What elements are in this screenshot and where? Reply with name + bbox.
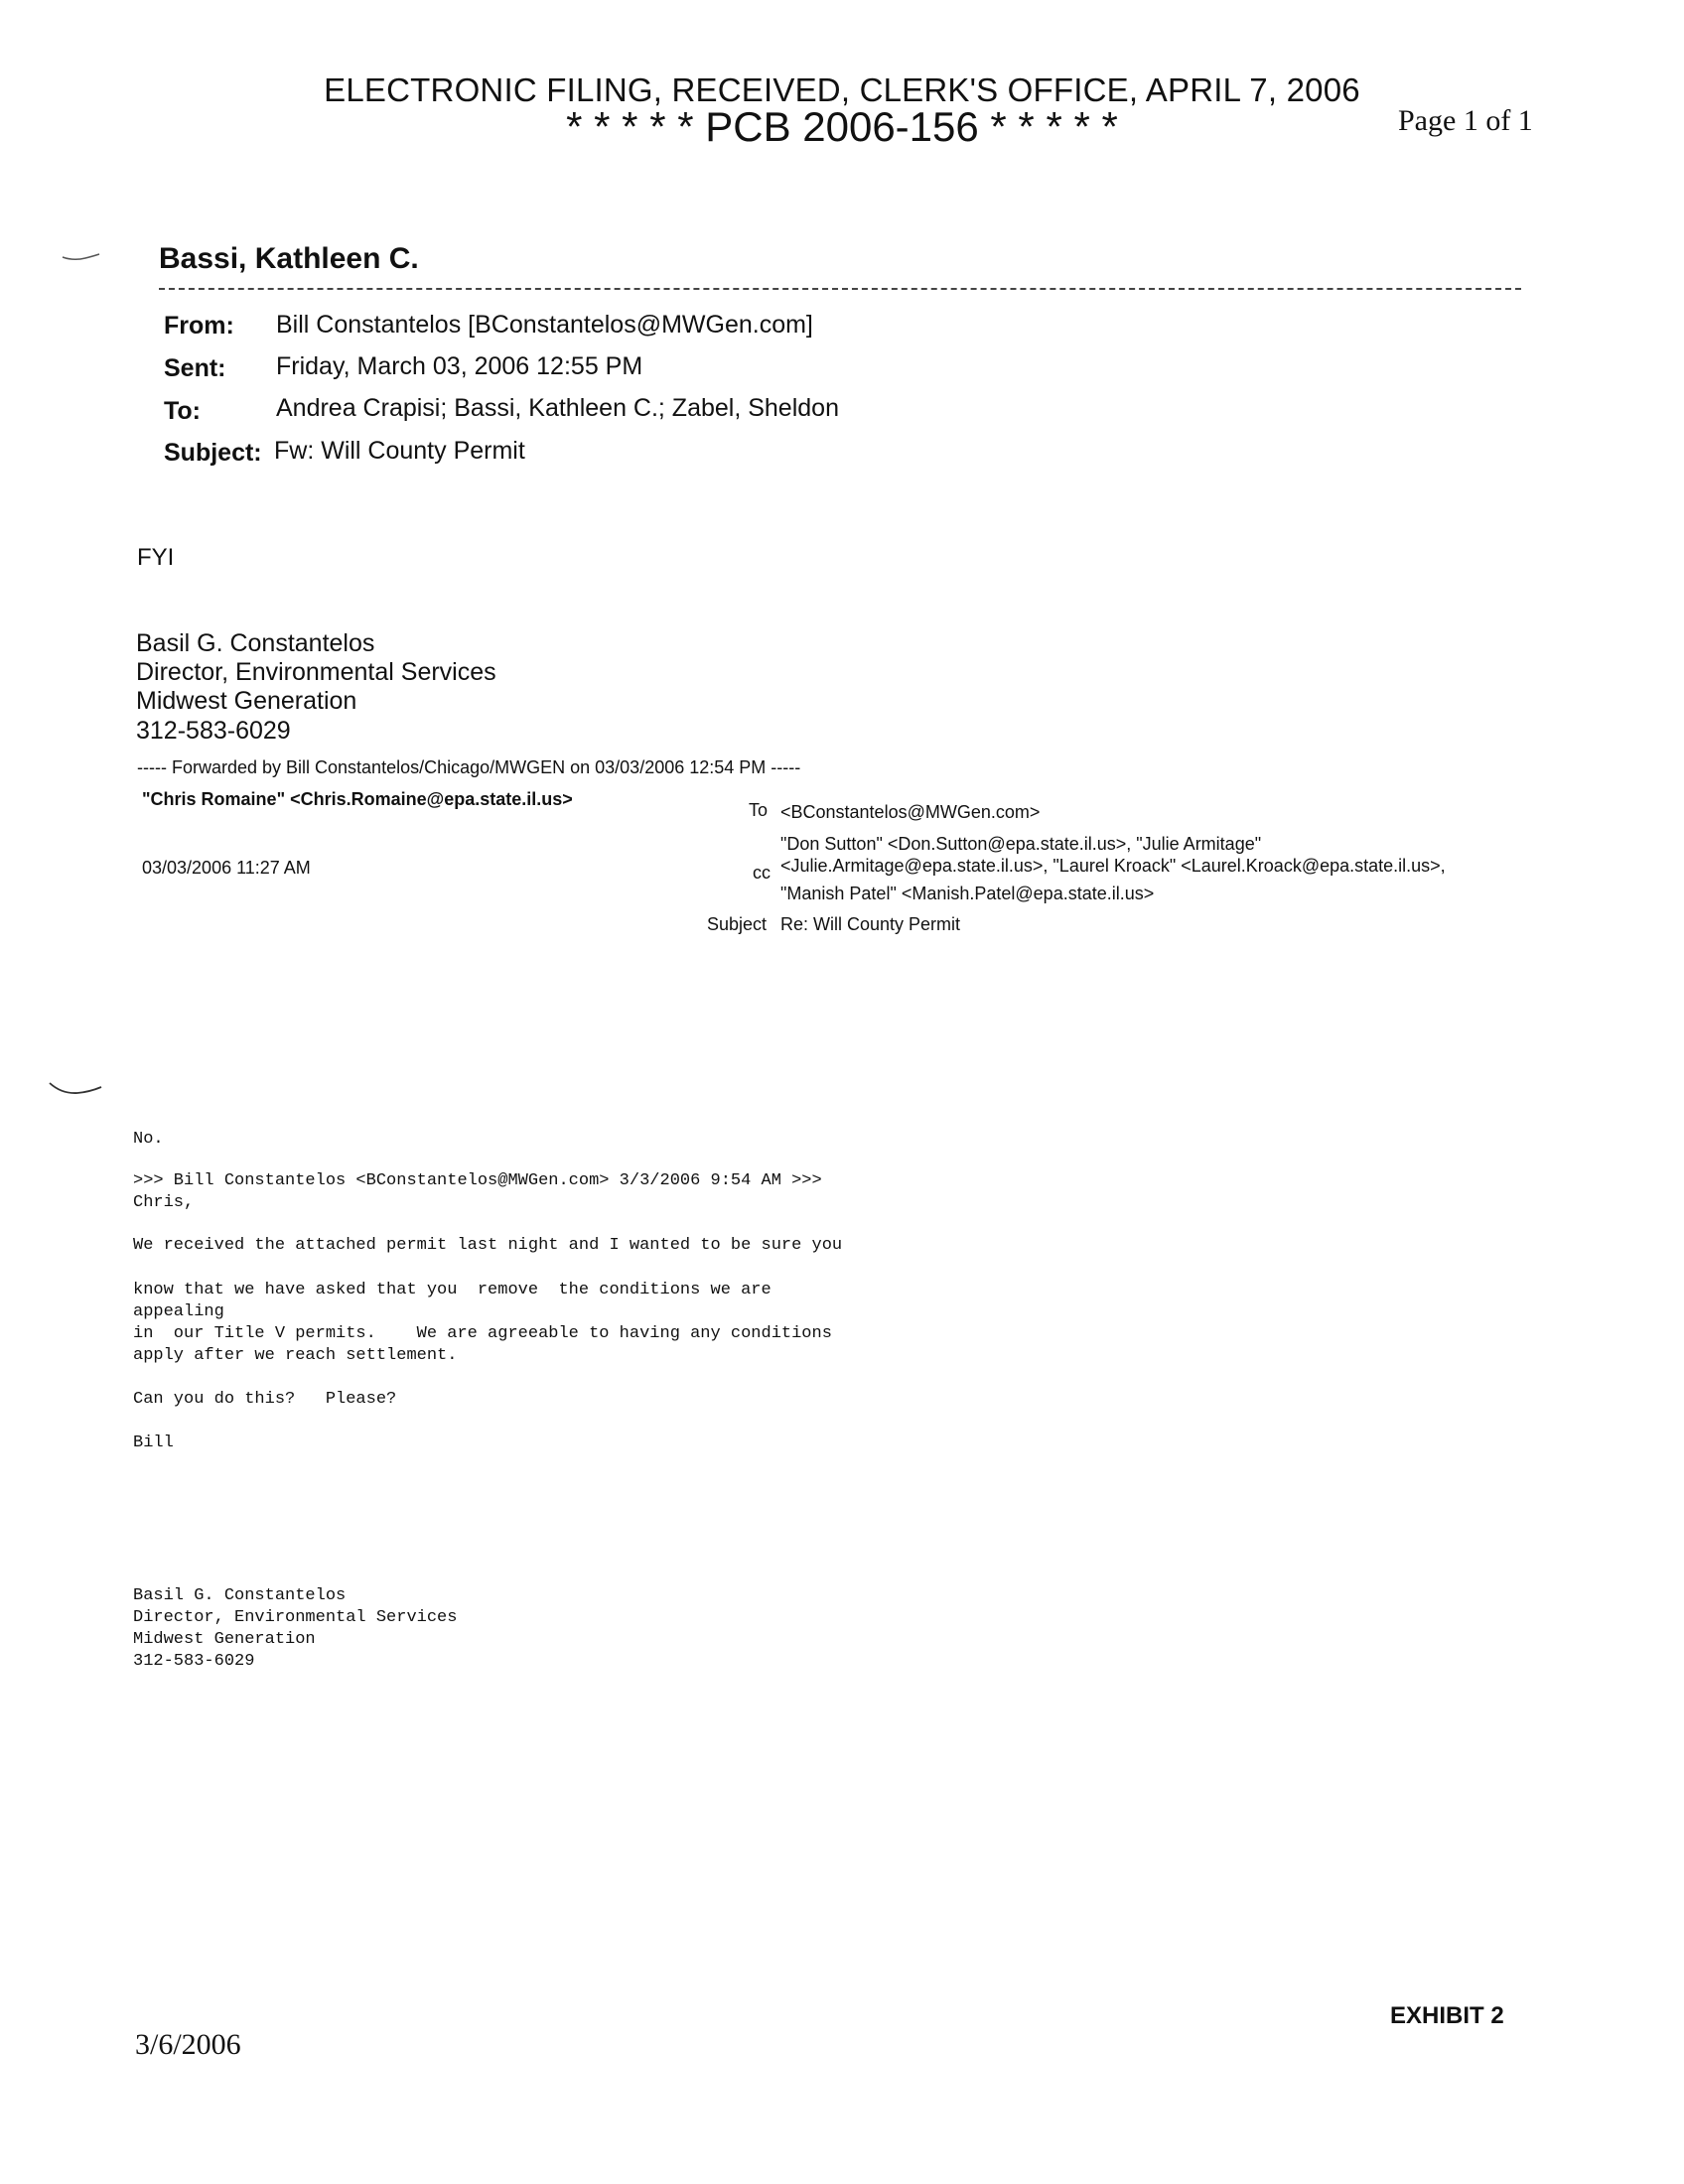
mono-signature-name: Basil G. Constantelos [133,1586,347,1605]
page-indicator: Page 1 of 1 [1398,104,1533,137]
header-divider [159,288,1521,290]
reply-paragraph2-line1: know that we have asked that you remove the conditions we are [133,1281,772,1299]
body-intro: FYI [137,544,175,571]
reply-paragraph1: We received the attached permit last night and I wanted to be sure you [133,1236,843,1255]
forwarded-to-label: To [749,800,769,820]
print-date: 3/6/2006 [135,2028,241,2061]
reply-greeting: Chris, [133,1193,195,1212]
reply-paragraph2-line2: appealing [133,1302,224,1321]
scan-mark-icon [48,1080,103,1104]
mono-signature-company: Midwest Generation [133,1630,316,1649]
signature-title: Director, Environmental Services [136,658,496,686]
scan-mark-icon [62,246,101,269]
reply-answer: No. [133,1130,164,1149]
forwarded-subject-value: Re: Will County Permit [780,914,961,934]
mono-signature-title: Director, Environmental Services [133,1608,458,1627]
mono-signature-phone: 312-583-6029 [133,1652,255,1671]
sent-label: Sent: [164,354,226,382]
signature-company: Midwest Generation [136,687,357,715]
from-value: Bill Constantelos [BConstantelos@MWGen.com] [276,311,813,339]
to-value: Andrea Crapisi; Bassi, Kathleen C.; Zabel, Sheldon [276,394,839,422]
reply-paragraph2-line4: apply after we reach settlement. [133,1346,458,1365]
recipient-name: Bassi, Kathleen C. [159,242,419,275]
reply-paragraph2-line3: in our Title V permits. We are agreeable to having any conditions [133,1324,832,1343]
forwarded-cc-line2: <Julie.Armitage@epa.state.il.us>, "Laurel Kroack" <Laurel.Kroack@epa.state.il.us>, [780,856,1446,876]
forwarded-from: "Chris Romaine" <Chris.Romaine@epa.state.il.us> [142,789,573,809]
reply-signoff: Bill [133,1433,174,1452]
reply-quote-header: >>> Bill Constantelos <BConstantelos@MWGen.com> 3/3/2006 9:54 AM >>> [133,1171,822,1190]
signature-name: Basil G. Constantelos [136,629,375,657]
forwarded-cc-label: cc [753,863,771,883]
filing-stamp-line1: ELECTRONIC FILING, RECEIVED, CLERK'S OFFICE, APRIL 7, 2006 [324,71,1360,108]
forwarded-subject-label: Subject [707,914,768,934]
subject-label: Subject: [164,439,262,467]
from-label: From: [164,312,234,340]
exhibit-label: EXHIBIT 2 [1390,2002,1504,2029]
filing-stamp-case-number: * * * * * PCB 2006-156 * * * * * [566,103,1118,150]
forwarded-date: 03/03/2006 11:27 AM [142,858,311,878]
forwarded-by-line: ----- Forwarded by Bill Constantelos/Chicago/MWGEN on 03/03/2006 12:54 PM ----- [137,757,801,777]
reply-question: Can you do this? Please? [133,1390,397,1409]
subject-value: Fw: Will County Permit [274,437,525,465]
signature-phone: 312-583-6029 [136,717,291,745]
sent-value: Friday, March 03, 2006 12:55 PM [276,352,643,380]
forwarded-to-value: <BConstantelos@MWGen.com> [780,802,1041,822]
to-label: To: [164,397,202,425]
forwarded-cc-line1: "Don Sutton" <Don.Sutton@epa.state.il.us>, "Julie Armitage" [780,834,1262,854]
forwarded-cc-line3: "Manish Patel" <Manish.Patel@epa.state.il.us> [780,884,1155,903]
